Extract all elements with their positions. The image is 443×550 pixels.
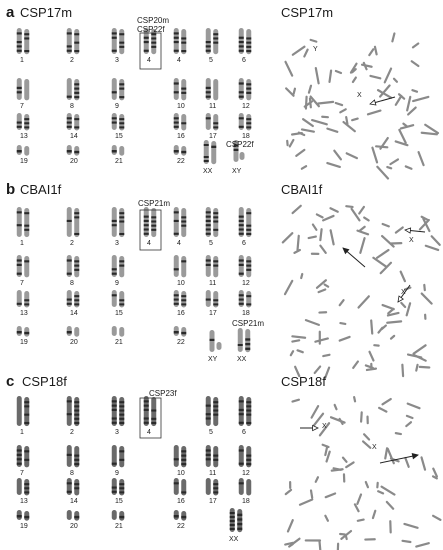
chromosome: [119, 511, 124, 521]
panel-a-spread-title: CSP17m: [281, 5, 334, 20]
panel-b-spread-title: CBAI1f: [281, 182, 323, 197]
chromosome: [119, 146, 124, 156]
chromosome: [119, 291, 124, 307]
chromosome: [239, 255, 244, 277]
chromosome: [245, 329, 250, 352]
chromosome: [181, 208, 186, 237]
chromosome: [74, 79, 79, 100]
chromosome: [112, 445, 117, 467]
chromosome: [246, 256, 251, 277]
a-label-17: 17: [209, 133, 217, 140]
b-label-13: 13: [20, 310, 28, 317]
chromosome: [217, 342, 222, 350]
chromosome: [246, 29, 251, 54]
metaphase-spread-c: [285, 397, 440, 550]
chromosome: [119, 79, 124, 100]
chromosome: [112, 396, 117, 426]
chromosome: [112, 113, 117, 130]
chromosome: [239, 78, 244, 100]
c-label-19: 19: [20, 523, 28, 530]
chromosome: [174, 478, 179, 495]
b-label-22: 22: [177, 339, 185, 346]
chromosome: [239, 396, 244, 426]
panel-c-karyotype-title: CSP18f: [22, 374, 67, 389]
c-label-XX: XX: [229, 536, 239, 543]
chromosome: [174, 255, 179, 277]
chromosome: [74, 446, 79, 467]
chromosome: [151, 397, 156, 426]
c-label-18: 18: [242, 498, 250, 505]
chromosome: [24, 208, 29, 237]
c-label-5: 5: [209, 429, 213, 436]
chromosome: [181, 479, 186, 495]
b-label-21: 21: [115, 339, 123, 346]
chromosome: [206, 28, 211, 54]
chromosome: [112, 478, 117, 495]
chromosome: [17, 396, 22, 426]
chromosome: [24, 327, 29, 337]
chromosome: [24, 146, 29, 156]
chromosome: [144, 396, 149, 426]
chromosome: [74, 208, 79, 237]
chromosome: [181, 79, 186, 100]
spread-a-x-arrow-head: [370, 100, 376, 105]
chromosome: [67, 78, 72, 100]
a-label-6: 6: [242, 57, 246, 64]
a-label-9: 9: [115, 103, 119, 110]
c-label-15: 15: [115, 498, 123, 505]
spread-b-mark-x2: X: [401, 289, 406, 296]
b-label-10: 10: [177, 280, 185, 287]
metaphase-spread-b: [283, 206, 440, 379]
chromosome: [174, 207, 179, 237]
chromosome: [246, 114, 251, 130]
b-label-4: 4: [177, 240, 181, 247]
chromosome: [181, 291, 186, 307]
b-label-19: 19: [20, 339, 28, 346]
c-label-7: 7: [20, 470, 24, 477]
chromosome: [17, 113, 22, 130]
panel-c-letter: c: [6, 373, 15, 390]
chromosome: [206, 290, 211, 307]
chromosome: [206, 113, 211, 130]
panel-a-box-label-2: CSP22f: [137, 25, 165, 34]
chromosome: [17, 478, 22, 495]
chromosome: [206, 396, 211, 426]
chromosome: [239, 28, 244, 54]
panel-b-karyotype-title: CBAI1f: [20, 182, 62, 197]
chromosome: [67, 113, 72, 130]
chromosome: [74, 114, 79, 130]
chromosome: [119, 479, 124, 495]
c-label-21: 21: [115, 523, 123, 530]
b-label-XY: XY: [208, 356, 218, 363]
chromosome: [119, 446, 124, 467]
chromosome: [24, 79, 29, 100]
chromosome: [206, 207, 211, 237]
c-label-22: 22: [177, 523, 185, 530]
c-label-4: 4: [147, 429, 151, 436]
b-label-16: 16: [177, 310, 185, 317]
spread-c-x-arrow-head: [313, 425, 318, 430]
c-label-20: 20: [70, 523, 78, 530]
b-label-5: 5: [209, 240, 213, 247]
b-label-8: 8: [70, 280, 74, 287]
b-label-6: 6: [242, 240, 246, 247]
c-label-16: 16: [177, 498, 185, 505]
a-label-15: 15: [115, 133, 123, 140]
chromosome: [74, 397, 79, 426]
chromosome: [246, 291, 251, 307]
chromosome: [17, 255, 22, 277]
c-label-13: 13: [20, 498, 28, 505]
a-label-16: 16: [177, 133, 185, 140]
chromosome: [174, 28, 179, 54]
chromosome: [24, 397, 29, 426]
chromosome: [174, 145, 179, 155]
chromosome: [17, 207, 22, 237]
chromosome: [67, 255, 72, 277]
chromosome: [24, 479, 29, 495]
b-label-1: 1: [20, 240, 24, 247]
panel-a-extra-label: CSP22f: [226, 140, 254, 149]
chromosome: [112, 207, 117, 237]
chromosome: [119, 256, 124, 277]
chromosome: [211, 141, 216, 164]
chromosome: [239, 290, 244, 307]
chromosome: [181, 146, 186, 156]
chromosome: [112, 255, 117, 277]
chromosome: [213, 479, 218, 495]
chromosome: [206, 478, 211, 495]
b-label-18: 18: [242, 310, 250, 317]
chromosome: [246, 479, 251, 495]
panel-c-spread-title: CSP18f: [281, 374, 326, 389]
c-label-12: 12: [242, 470, 250, 477]
chromosome: [67, 478, 72, 495]
chromosome: [238, 328, 243, 352]
a-label-2: 2: [70, 57, 74, 64]
chromosome: [230, 508, 235, 532]
a-label-4: 4: [177, 57, 181, 64]
chromosome: [237, 509, 242, 532]
chromosome: [239, 207, 244, 237]
chromosome: [74, 29, 79, 54]
chromosome: [181, 327, 186, 337]
chromosome: [24, 446, 29, 467]
chromosome: [119, 114, 124, 130]
a-label-3: 3: [115, 57, 119, 64]
chromosome: [112, 78, 117, 100]
chromosome: [206, 78, 211, 100]
spread-c-mark-x2: X: [372, 444, 377, 451]
b-label-14: 14: [70, 310, 78, 317]
chromosome: [112, 510, 117, 520]
spread-a-mark-y: Y: [313, 46, 318, 53]
a-label-20: 20: [70, 158, 78, 165]
c-label-8: 8: [70, 470, 74, 477]
a-label-8: 8: [70, 103, 74, 110]
chromosome: [17, 326, 22, 336]
chromosome: [17, 510, 22, 520]
a-label-22: 22: [177, 158, 185, 165]
c-label-9: 9: [115, 470, 119, 477]
a-label-18: 18: [242, 133, 250, 140]
chromosome: [213, 114, 218, 130]
chromosome: [239, 445, 244, 467]
chromosome: [246, 397, 251, 426]
b-label-7: 7: [20, 280, 24, 287]
c-label-17: 17: [209, 498, 217, 505]
chromosome: [181, 256, 186, 277]
a-label-5: 5: [209, 57, 213, 64]
b-label-20: 20: [70, 339, 78, 346]
panel-a-letter: a: [6, 4, 15, 21]
metaphase-spread-a: [285, 33, 437, 178]
chromosome: [246, 446, 251, 467]
chromosome: [17, 145, 22, 155]
c-label-14: 14: [70, 498, 78, 505]
chromosome: [17, 290, 22, 307]
chromosome: [239, 113, 244, 130]
b-label-XX: XX: [237, 356, 247, 363]
chromosome: [112, 326, 117, 336]
a-label-1: 1: [20, 57, 24, 64]
chromosome: [240, 152, 245, 160]
panel-a-karyotype-title: CSP17m: [20, 5, 73, 20]
b-label-12: 12: [242, 280, 250, 287]
spread-c-arrow-head: [412, 454, 418, 459]
chromosome: [151, 208, 156, 237]
chromosome: [174, 445, 179, 467]
b-label-15: 15: [115, 310, 123, 317]
chromosome: [67, 145, 72, 155]
spread-a-mark-x: X: [357, 92, 362, 99]
chromosome: [17, 445, 22, 467]
chromosome: [67, 445, 72, 467]
chromosome: [213, 79, 218, 100]
chromosome: [74, 256, 79, 277]
chromosome: [181, 114, 186, 130]
a-label-10: 10: [177, 103, 185, 110]
a-label-14: 14: [70, 133, 78, 140]
chromosome: [24, 291, 29, 307]
chromosome: [144, 207, 149, 237]
chromosome: [119, 208, 124, 237]
chromosome: [24, 29, 29, 54]
spread-b-mark-x1: X: [409, 237, 414, 244]
chromosome: [67, 326, 72, 336]
a-label-12: 12: [242, 103, 250, 110]
chromosome: [67, 28, 72, 54]
chromosome: [67, 396, 72, 426]
chromosome: [74, 327, 79, 337]
chromosome: [174, 326, 179, 336]
a-label-XY: XY: [232, 168, 242, 175]
chromosome: [112, 290, 117, 307]
chromosome: [24, 114, 29, 130]
spread-c-mark-x1: X: [322, 423, 327, 430]
chromosome: [74, 479, 79, 495]
chromosome: [213, 29, 218, 54]
b-label-2: 2: [70, 240, 74, 247]
c-label-6: 6: [242, 429, 246, 436]
chromosome: [213, 446, 218, 467]
chromosome: [67, 290, 72, 307]
b-label-17: 17: [209, 310, 217, 317]
chromosome: [74, 146, 79, 156]
chromosome: [213, 256, 218, 277]
chromosome: [174, 113, 179, 130]
chromosome: [24, 256, 29, 277]
a-label-4: 4: [147, 57, 151, 64]
chromosome: [204, 140, 209, 164]
chromosome: [17, 78, 22, 100]
a-label-19: 19: [20, 158, 28, 165]
chromosome: [181, 511, 186, 521]
c-label-11: 11: [209, 470, 217, 477]
chromosome: [67, 510, 72, 520]
chromosome: [246, 79, 251, 100]
chromosome: [74, 511, 79, 521]
b-label-3: 3: [115, 240, 119, 247]
c-label-10: 10: [177, 470, 185, 477]
chromosome: [174, 290, 179, 307]
chromosome: [74, 291, 79, 307]
chromosome: [112, 28, 117, 54]
chromosome: [67, 207, 72, 237]
b-label-4: 4: [147, 240, 151, 247]
a-label-7: 7: [20, 103, 24, 110]
chromosome: [246, 208, 251, 237]
chromosome: [17, 28, 22, 54]
chromosome: [112, 145, 117, 155]
panel-b-box-label: CSP21m: [138, 199, 171, 208]
panel-b-extra-label: CSP21m: [232, 319, 265, 328]
panel-c-box-label: CSP23f: [149, 389, 177, 398]
a-label-13: 13: [20, 133, 28, 140]
chromosome: [210, 330, 215, 352]
chromosome: [24, 511, 29, 521]
c-label-3: 3: [115, 429, 119, 436]
panel-a-box-label-1: CSP20m: [137, 16, 170, 25]
chromosome: [174, 78, 179, 100]
chromosome: [213, 397, 218, 426]
b-label-11: 11: [209, 280, 217, 287]
chromosome: [181, 29, 186, 54]
chromosome: [181, 446, 186, 467]
chromosome: [206, 255, 211, 277]
chromosome: [119, 29, 124, 54]
chromosome: [174, 510, 179, 520]
a-label-11: 11: [209, 103, 217, 110]
spread-b-x-arrow-2-head: [398, 296, 403, 302]
chromosome: [206, 445, 211, 467]
panel-b-letter: b: [6, 181, 16, 198]
chromosome: [213, 208, 218, 237]
chromosome: [119, 397, 124, 426]
a-label-21: 21: [115, 158, 123, 165]
a-label-XX: XX: [203, 168, 213, 175]
b-label-9: 9: [115, 280, 119, 287]
chromosome: [119, 327, 124, 337]
c-label-1: 1: [20, 429, 24, 436]
c-label-2: 2: [70, 429, 74, 436]
spread-b-x-arrow-head: [405, 228, 411, 233]
chromosome: [213, 291, 218, 307]
chromosome: [239, 478, 244, 495]
